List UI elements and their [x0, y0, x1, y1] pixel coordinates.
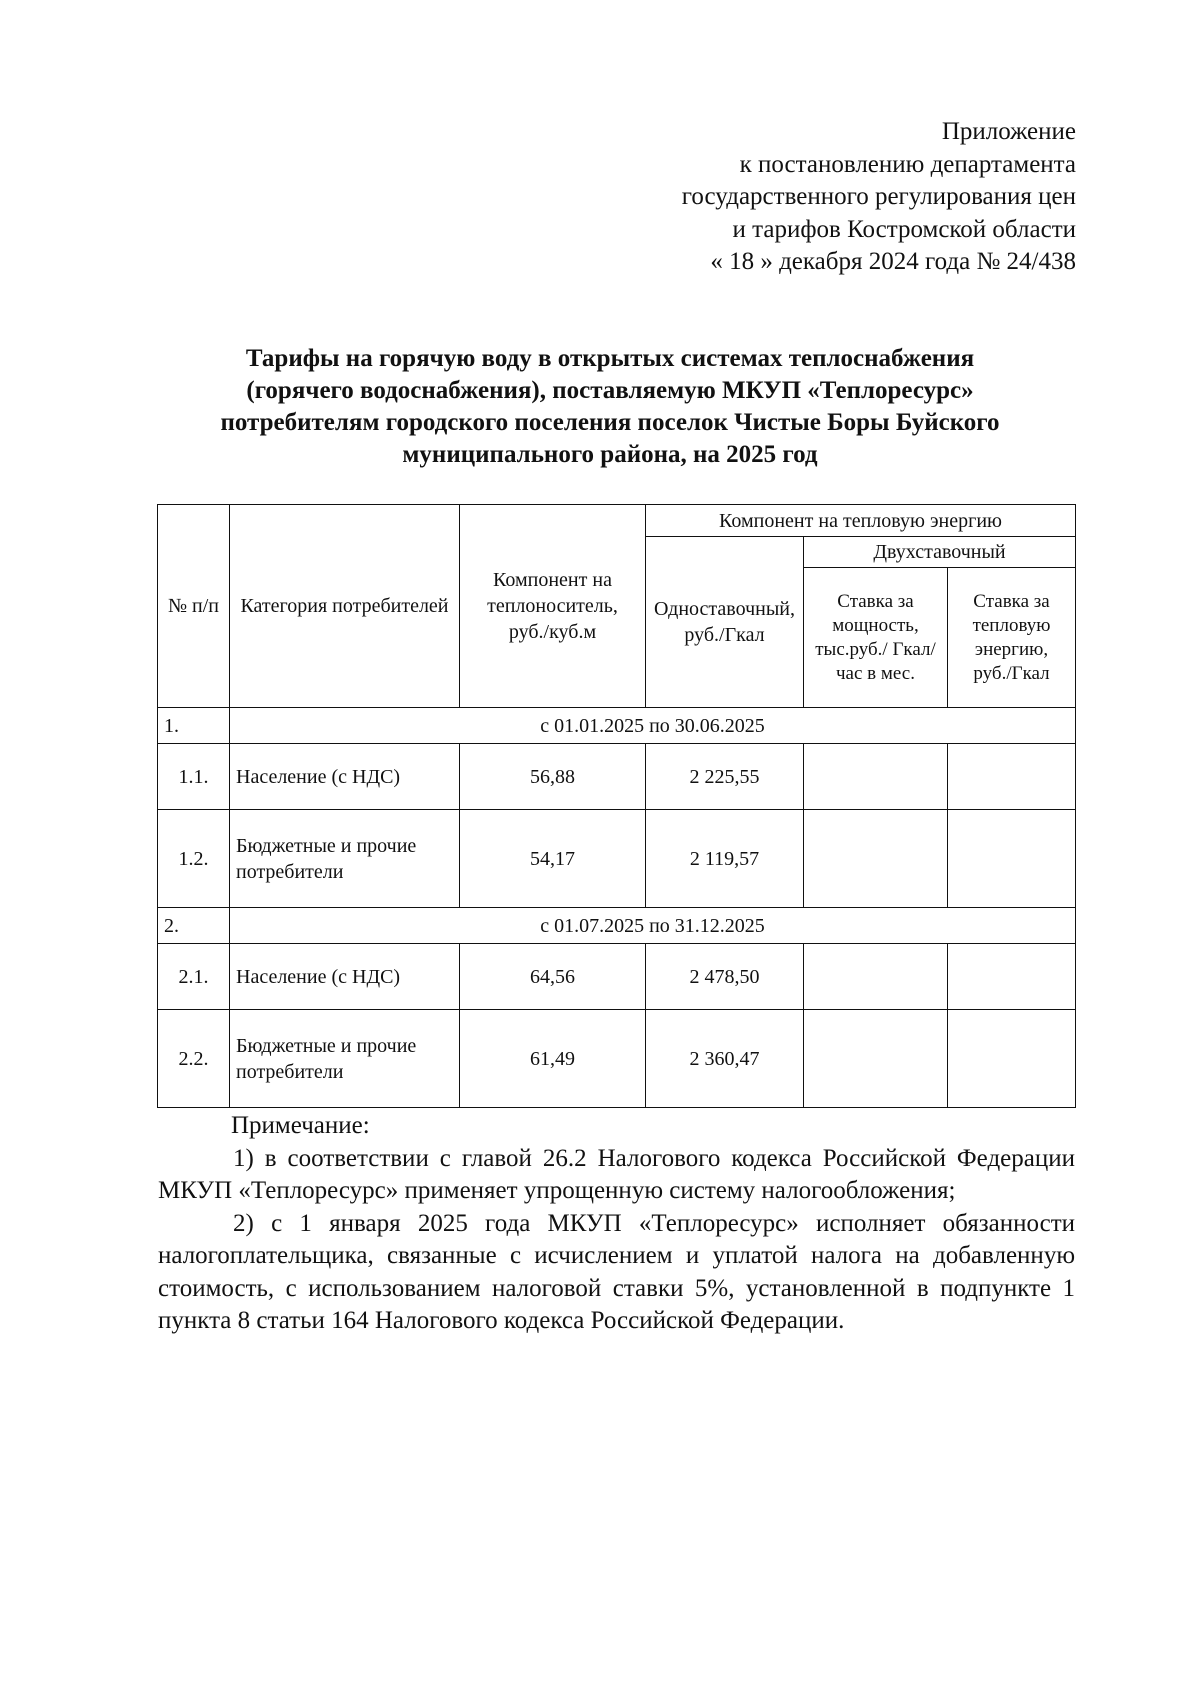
table-row	[158, 1010, 1076, 1108]
row-capacity-rate	[804, 944, 948, 1010]
header-num: № п/п	[158, 505, 230, 708]
row-category: Население (с НДС)	[230, 944, 460, 1010]
header-two-rate: Двухставочный	[804, 537, 1076, 568]
row-category: Бюджетные и прочие потребители	[230, 810, 460, 908]
title-line: потребителям городского поселения поселок Чистые Боры Буйского	[220, 409, 1000, 436]
period-num: 2.	[158, 908, 230, 944]
row-num: 1.2.	[158, 810, 230, 908]
appendix-line: Приложение	[941, 118, 1076, 145]
row-num: 2.2.	[158, 1010, 230, 1108]
row-single-rate: 2 119,57	[646, 810, 804, 908]
table-row	[158, 744, 1076, 810]
row-num: 2.1.	[158, 944, 230, 1010]
appendix-line: « 18 » декабря 2024 года № 24/438	[710, 248, 1076, 275]
row-energy-rate	[948, 1010, 1076, 1108]
header-energy-group: Компонент на тепловую энергию	[646, 505, 1076, 537]
row-num: 1.1.	[158, 744, 230, 810]
period-row	[158, 708, 1076, 744]
title-line: муниципального района, на 2025 год	[402, 441, 818, 468]
table-row	[158, 810, 1076, 908]
notes-section	[158, 1110, 1075, 1338]
period-label: с 01.01.2025 по 30.06.2025	[230, 708, 1076, 744]
header-capacity-rate: Ставка за мощность, тыс.руб./ Гкал/час в мес.	[804, 568, 948, 708]
table-row	[158, 944, 1076, 1010]
note-item: 2) с 1 января 2025 года МКУП «Теплоресурс» исполняет обязанности налогоплательщика, связанные с исчислением и уплатой налога на добавленную стоимость, с использованием налоговой ставки 5%, установленной в подпункте 1 пункта 8 статьи 164 Налогового кодекса Российской Федерации.	[158, 1209, 1075, 1334]
row-capacity-rate	[804, 744, 948, 810]
header-carrier: Компонент на теплоноситель, руб./куб.м	[460, 505, 646, 708]
appendix-line: государственного регулирования цен	[681, 183, 1076, 210]
row-carrier: 54,17	[460, 810, 646, 908]
row-single-rate: 2 478,50	[646, 944, 804, 1010]
header-energy-rate: Ставка за тепловую энергию, руб./Гкал	[948, 568, 1076, 708]
row-energy-rate	[948, 744, 1076, 810]
note-item: 1) в соответствии с главой 26.2 Налогового кодекса Российской Федерации МКУП «Теплоресурс» применяет упрощенную систему налогообложения;	[158, 1144, 1075, 1204]
row-energy-rate	[948, 810, 1076, 908]
period-num: 1.	[158, 708, 230, 744]
row-capacity-rate	[804, 810, 948, 908]
row-single-rate: 2 360,47	[646, 1010, 804, 1108]
document-title	[150, 343, 1070, 471]
row-energy-rate	[948, 944, 1076, 1010]
appendix-line: и тарифов Костромской области	[732, 215, 1076, 243]
title-line: Тарифы на горячую воду в открытых системах теплоснабжения	[245, 345, 975, 372]
period-row	[158, 908, 1076, 944]
row-category: Бюджетные и прочие потребители	[230, 1010, 460, 1108]
row-capacity-rate	[804, 1010, 948, 1108]
header-single-rate: Одноставочный, руб./Гкал	[646, 537, 804, 708]
appendix-header	[682, 116, 1076, 279]
row-carrier: 64,56	[460, 944, 646, 1010]
row-carrier: 56,88	[460, 744, 646, 810]
row-category: Население (с НДС)	[230, 744, 460, 810]
appendix-line: к постановлению департамента	[739, 150, 1076, 178]
period-label: с 01.07.2025 по 31.12.2025	[230, 908, 1076, 944]
title-line: (горячего водоснабжения), поставляемую МКУП «Теплоресурс»	[246, 377, 974, 404]
notes-label: Примечание:	[231, 1112, 370, 1139]
row-carrier: 61,49	[460, 1010, 646, 1108]
header-category: Категория потребителей	[230, 505, 460, 708]
row-single-rate: 2 225,55	[646, 744, 804, 810]
tariff-table	[157, 504, 1076, 1108]
